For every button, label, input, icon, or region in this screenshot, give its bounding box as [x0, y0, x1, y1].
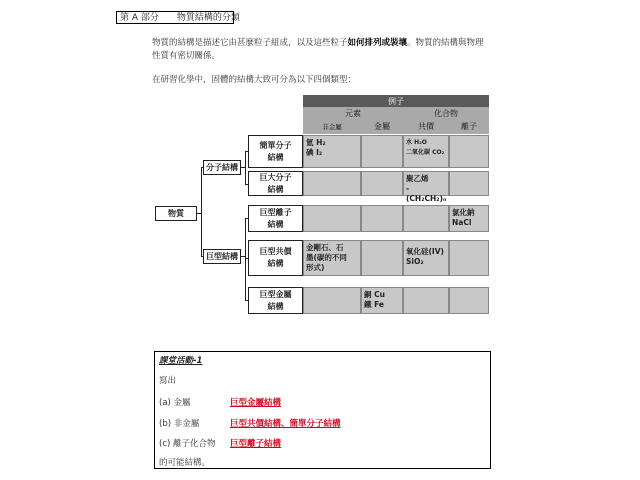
col-covalent: 共價 — [403, 119, 449, 134]
cell-ionic-ionic: 氯化鈉 NaCl — [449, 205, 489, 232]
cell-metallic-covalent — [403, 287, 449, 314]
cell-simple-covalent: 水 H₂O 二氧化碳 CO₂ — [403, 135, 449, 168]
cell-simple-nonmetal: 氫 H₂ 碘 I₂ — [303, 135, 361, 168]
row-label-giant-covalent: 巨型共價 結構 — [248, 240, 303, 276]
node-molecular-structure: 分子結構 — [203, 160, 241, 175]
cell-covalent-nonmetal: 金剛石、石 墨(碳的不同 形式) — [303, 240, 361, 276]
cell-macro-nonmetal — [303, 171, 361, 196]
cell-ionic-nonmetal — [303, 205, 361, 232]
activity-prompt: 寫出 — [159, 376, 177, 386]
connector — [245, 218, 246, 301]
item-a-answer: 巨型金屬結構 — [230, 398, 282, 408]
cell-simple-metal — [361, 135, 403, 168]
cell-metallic-metal: 銅 Cu 鐵 Fe — [361, 287, 403, 314]
connector — [245, 151, 246, 185]
connector — [245, 300, 248, 301]
header-element: 元素 — [303, 107, 403, 119]
cell-ionic-metal — [361, 205, 403, 232]
intro-paragraph-2: 在研習化學中，固體的結構大致可分為以下四個類型： — [152, 75, 357, 85]
activity-title: 課堂活動-1 — [159, 356, 203, 366]
header-examples: 例子 — [303, 95, 489, 107]
item-b-label: (b) 非金屬 — [159, 419, 200, 429]
root-node-matter: 物質 — [155, 206, 197, 221]
col-nonmetal: 非金屬 — [303, 119, 361, 134]
cell-covalent-metal — [361, 240, 403, 276]
section-header: 第 A 部分 物質結構的分類 — [116, 11, 234, 24]
col-metal: 金屬 — [361, 119, 403, 134]
connector — [201, 167, 202, 257]
row-label-macromolecular: 巨大分子 結構 — [248, 171, 303, 196]
cell-macro-covalent: 聚乙烯 -(CH₂CH₂)ₙ — [403, 171, 449, 196]
node-giant-structure: 巨型結構 — [203, 249, 241, 264]
cell-covalent-covalent: 氧化硅(IV) SiO₂ — [403, 240, 449, 276]
classroom-activity-box — [154, 351, 491, 469]
row-label-giant-metallic: 巨型金屬 結構 — [248, 287, 303, 314]
intro-paragraph-1: 物質的結構是描述它由甚麼粒子組成，以及這些粒子如何排列或裝壤。物質的結構與物理 性質有密切關係。 — [152, 38, 484, 61]
connector — [245, 151, 248, 152]
cell-ionic-covalent — [403, 205, 449, 232]
activity-closing: 的可能結構。 — [159, 458, 211, 468]
connector — [245, 218, 248, 219]
item-b-answer: 巨型共價結構、簡單分子結構 — [230, 419, 341, 429]
row-label-giant-ionic: 巨型離子 結構 — [248, 205, 303, 232]
cell-metallic-ionic — [449, 287, 489, 314]
connector — [245, 258, 248, 259]
cell-macro-ionic — [449, 171, 489, 196]
item-c-label: (c) 離子化合物 — [159, 439, 216, 449]
col-ionic: 離子 — [449, 119, 489, 134]
header-compound: 化合物 — [403, 107, 489, 119]
cell-metallic-nonmetal — [303, 287, 361, 314]
row-label-simple-molecular: 簡單分子 結構 — [248, 135, 303, 168]
cell-simple-ionic — [449, 135, 489, 168]
connector — [201, 256, 204, 257]
cell-macro-metal — [361, 171, 403, 196]
connector — [245, 184, 248, 185]
item-c-answer: 巨型離子結構 — [230, 439, 282, 449]
connector — [201, 167, 204, 168]
item-a-label: (a) 金屬 — [159, 398, 191, 408]
cell-covalent-ionic — [449, 240, 489, 276]
